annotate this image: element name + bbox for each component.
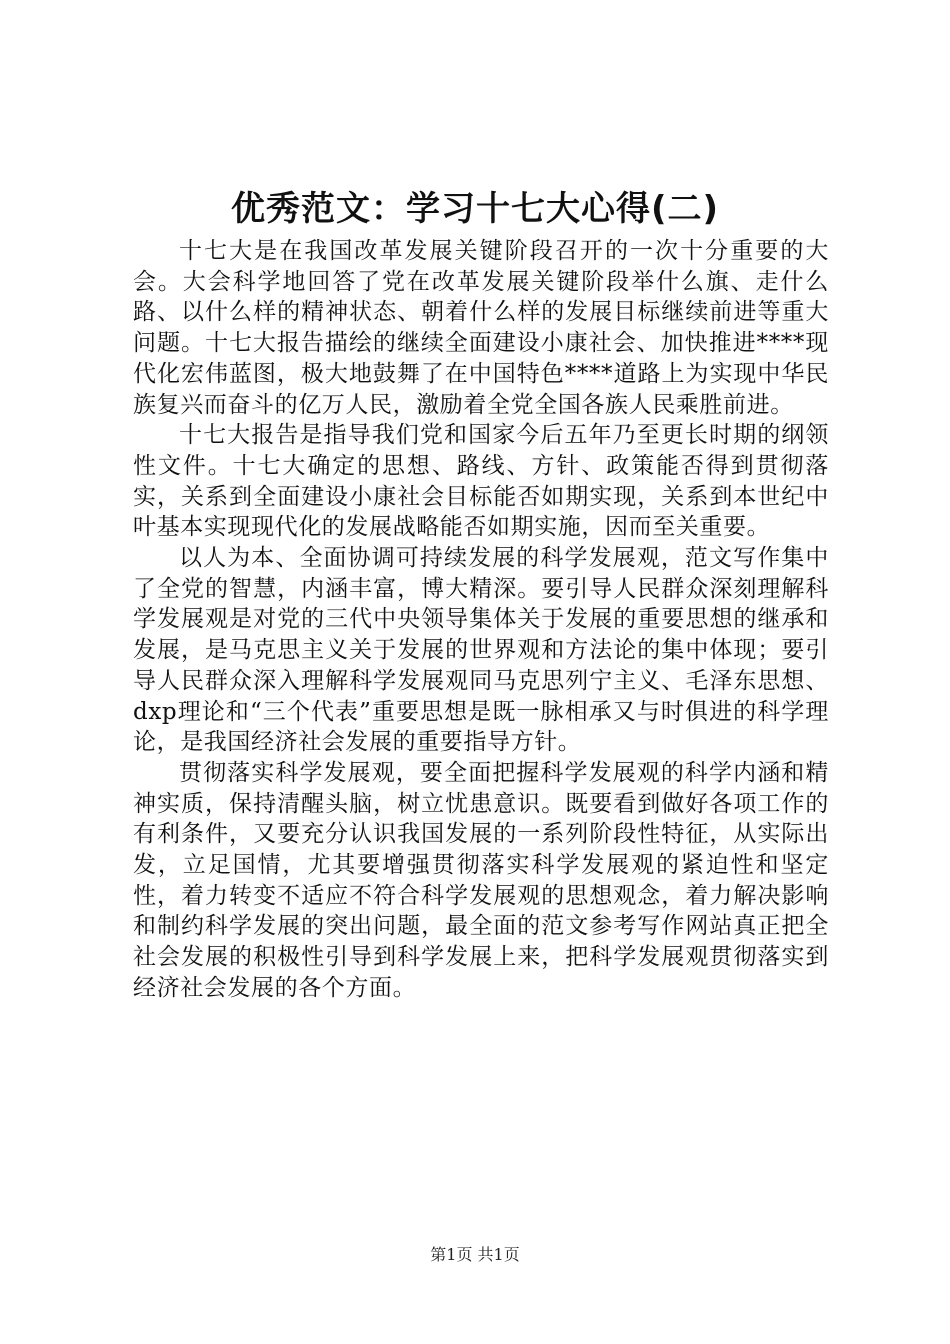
document-body bbox=[133, 236, 829, 1004]
page-footer: 第1页 共1页 bbox=[430, 1245, 520, 1264]
paragraph-1: 十七大是在我国改革发展关键阶段召开的一次十分重要的大会。大会科学地回答了党在改革发展关键阶段举什么旗、走什么路、以什么样的精神状态、朝着什么样的发展目标继续前进等重大问题。十七大报告描绘的继续全面建设小康社会、加快推进****现代化宏伟蓝图，极大地鼓舞了在中国特色****道路上为实现中华民族复兴而奋斗的亿万人民，激励着全党全国各族人民乘胜前进。 bbox=[133, 238, 829, 418]
paragraph-2: 十七大报告是指导我们党和国家今后五年乃至更长时期的纲领性文件。十七大确定的思想、路线、方针、政策能否得到贯彻落实，关系到全面建设小康社会目标能否如期实现，关系到本世纪中叶基本实现现代化的发展战略能否如期实施，因而至关重要。 bbox=[133, 422, 829, 541]
paragraph-3: 以人为本、全面协调可持续发展的科学发展观，范文写作集中了全党的智慧，内涵丰富，博大精深。要引导人民群众深刻理解科学发展观是对党的三代中央领导集体关于发展的重要思想的继承和发展，是马克思主义关于发展的世界观和方法论的集中体现；要引导人民群众深入理解科学发展观同马克思列宁主义、毛泽东思想、dxp理论和“三个代表”重要思想是既一脉相承又与时俱进的科学理论，是我国经济社会发展的重要指导方针。 bbox=[133, 545, 829, 756]
paragraph-4: 贯彻落实科学发展观，要全面把握科学发展观的科学内涵和精神实质，保持清醒头脑，树立忧患意识。既要看到做好各项工作的有利条件，又要充分认识我国发展的一系列阶段性特征，从实际出发，立足国情，尤其要增强贯彻落实科学发展观的紧迫性和坚定性，着力转变不适应不符合科学发展观的思想观念，着力解决影响和制约科学发展的突出问题，最全面的范文参考写作网站真正把全社会发展的积极性引导到科学发展上来，把科学发展观贯彻落实到经济社会发展的各个方面。 bbox=[133, 759, 829, 1001]
page-title: 优秀范文：学习十七大心得(二) bbox=[230, 189, 720, 229]
